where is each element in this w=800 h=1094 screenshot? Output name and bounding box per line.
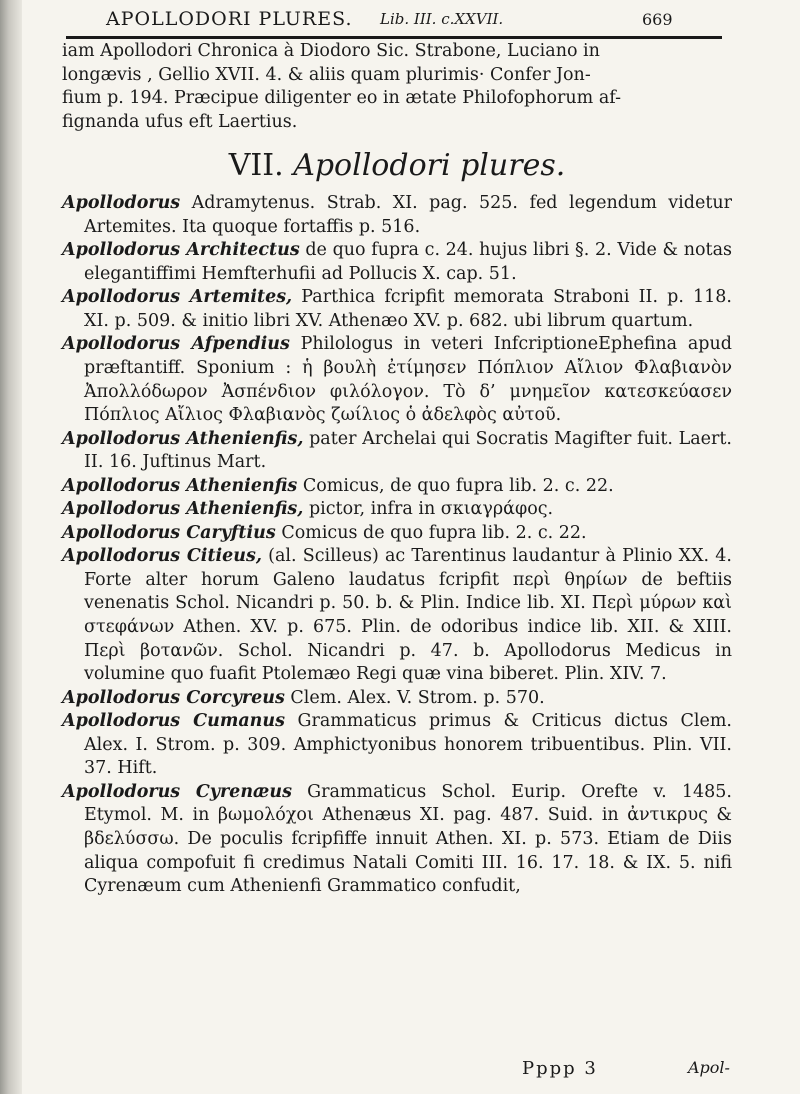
entry-text: Clem. Alex. V. Strom. p. 570.: [284, 687, 545, 708]
entry-text: (al. Scilleus) ac Tarentinus laudantur à Plinio XX. 4. Forte alter horum Galeno laudatus fcripfit περὶ θηρίων de beftiis venenatis Schol. Nicandri p. 50. b. & Plin. Indice lib. XI. Περὶ μύρων καὶ στεφάνων Athen. XV. p. 675. Plin. de odoribus indice lib. XII. & XIII. Περὶ βοτανῶν. Schol. Nicandri p. 47. b. Apollodorus Medicus in volumine quo fuafit Ptolemæo Regi quæ vina biberet. Plin. XIV. 7.: [84, 546, 732, 685]
running-head: [58, 8, 718, 36]
entry-lemma: Apollodorus Artemites,: [62, 287, 293, 308]
entry-text: Grammaticus primus & Criticus dictus Clem. Alex. I. Strom. p. 309. Amphictyonibus honorem tribuentibus. Plin. VII. 37. Hift.: [84, 711, 732, 779]
running-head-reference: Lib. III. c.XXVII.: [380, 10, 504, 28]
page-number: 669: [642, 10, 673, 29]
entry-text: Comicus de quo fupra lib. 2. c. 22.: [275, 522, 587, 543]
section-title: Apollodori plures.: [293, 148, 566, 184]
entry: [62, 239, 732, 286]
entry-text: Grammaticus Schol. Eurip. Orefte v. 1485. Etymol. M. in βωμολόχοι Athenæus XI. pag. 487. Suid. in ἀντικρυς & βδελύσσω. De poculis fcripfiffe innuit Athen. XI. p. 573. Etiam de Diis aliqua compofuit fi credimus Natali Comiti III. 16. 17. 18. & IX. 5. nifi Cyrenæum cum Athenienfi Grammatico confudit,: [84, 781, 732, 897]
entry: [62, 333, 732, 427]
entry-lemma: Apollodorus Athenienfis,: [62, 428, 304, 449]
entry: [62, 545, 732, 686]
entry-lemma: Apollodorus Cyrenæus: [62, 781, 292, 802]
entry: [62, 192, 732, 239]
page-gutter-shadow: [0, 0, 22, 1094]
entry-text: de quo fupra c. 24. hujus libri §. 2. Vide & notas elegantiffimi Hemfterhufii ad Pollucis X. cap. 51.: [84, 240, 732, 284]
entry: [62, 428, 732, 475]
entry-text: pictor, infra in σκιαγράφος.: [303, 499, 554, 520]
entry-text: pater Archelai qui Socratis Magifter fuit. Laert. II. 16. Juftinus Mart.: [84, 428, 732, 473]
entry: [62, 286, 732, 333]
section-heading: [62, 146, 732, 186]
header-rule: [66, 36, 722, 39]
entry: [62, 498, 732, 522]
entry-lemma: Apollodorus Corcyreus: [62, 687, 285, 708]
entry-lemma: Apollodorus Afpendius: [62, 334, 290, 355]
main-text: [62, 40, 732, 899]
entry: [62, 687, 732, 711]
intro-line: fium p. 194. Præcipue diligenter eo in ætate Philofophorum af-: [62, 88, 622, 109]
entry-lemma: Apollodorus Cumanus: [62, 711, 285, 732]
entry: [62, 475, 732, 499]
entry-text: Philologus in veteri InfcriptioneEphefina apud præftantiff. Sponium : ἡ βουλὴ ἐτίμησεν Πόπλιον Αἴλιον Φλαβιανὸν Ἀπολλόδωρον Ἀσπένδιον φιλόλογον. Τὸ δ’ μνημεῖον κατεσκεύασεν Πόπλιος Αἴλιος Φλαβιανὸς ζωίλιος ὁ ἀδελφὸς αὐτοῦ.: [84, 334, 732, 426]
catchword: Apol-: [688, 1058, 730, 1077]
entry-lemma: Apollodorus: [62, 193, 181, 214]
entry-lemma: Apollodorus Caryftius: [62, 522, 276, 543]
entry-lemma: Apollodorus Athenienfis,: [62, 499, 304, 520]
entry: [62, 781, 732, 899]
entry: [62, 710, 732, 781]
entry-lemma: Apollodorus Citieus,: [62, 546, 262, 567]
entry-text: Parthica fcripfit memorata Straboni II. p. 118. XI. p. 509. & initio libri XV. Athenæo XV. p. 682. ubi librum quartum.: [84, 287, 732, 331]
section-numeral: VII.: [228, 148, 284, 184]
entry: [62, 522, 732, 546]
entry-text: Adramytenus. Strab. XI. pag. 525. fed legendum videtur Artemites. Ita quoque fortaffis p. 516.: [84, 193, 732, 237]
intro-line: fignanda ufus eft Laertius.: [62, 111, 298, 132]
entry-lemma: Apollodorus Athenienfis: [62, 475, 298, 496]
running-head-title: APOLLODORI PLURES.: [106, 8, 353, 30]
entry-text: Comicus, de quo fupra lib. 2. c. 22.: [297, 475, 614, 496]
entry-lemma: Apollodorus Architectus: [62, 240, 300, 261]
intro-line: iam Apollodori Chronica à Diodoro Sic. Strabone, Luciano in: [62, 41, 600, 61]
signature-mark: Pppp 3: [522, 1058, 598, 1079]
intro-line: longævis , Gellio XVII. 4. & aliis quam plurimis· Confer Jon-: [62, 64, 591, 85]
